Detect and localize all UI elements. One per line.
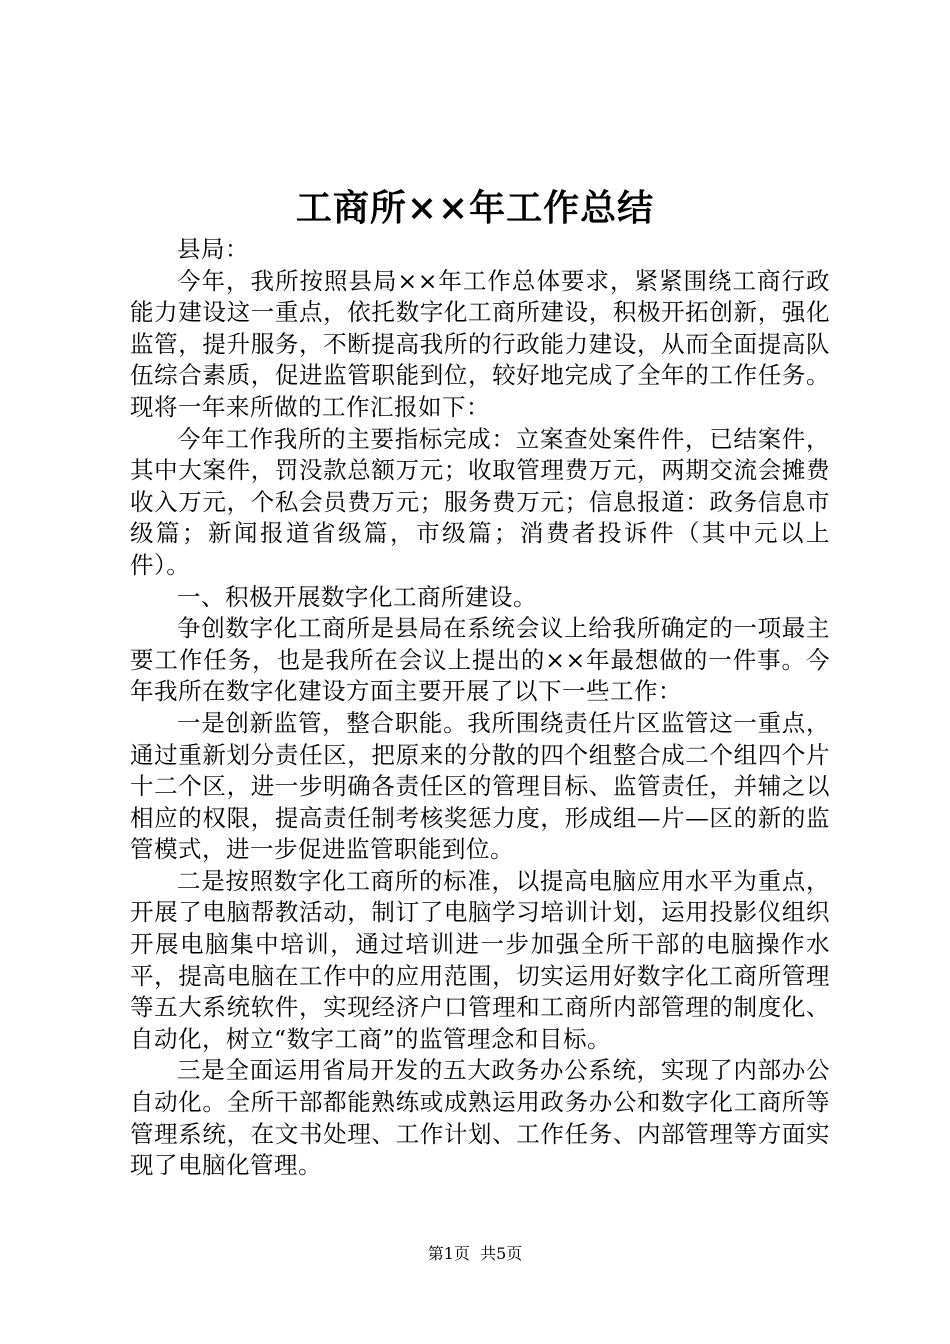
document-title: 工商所××年工作总结: [295, 187, 655, 229]
page-footer: [0, 1243, 950, 1265]
page-total: 共5页: [480, 1244, 523, 1263]
page-number: 第1页: [427, 1244, 470, 1263]
section-heading-1: 一、积极开展数字化工商所建设。: [177, 582, 537, 611]
document-body: [130, 234, 830, 1182]
salutation: 县局：: [177, 235, 249, 263]
paragraph-indicators: 今年工作我所的主要指标完成：立案查处案件件，已结案件，其中大案件，罚没款总额万元；收取管理费万元，两期交流会摊费收入万元，个私会员费万元；服务费万元；信息报道：政务信息市级篇；新闻报道省级篇，市级篇；消费者投诉件（其中元以上件）。: [130, 424, 830, 579]
paragraph-intro: 今年，我所按照县局××年工作总体要求，紧紧围绕工商行政能力建设这一重点，依托数字化工商所建设，积极开拓创新，强化监管，提升服务，不断提高我所的行政能力建设，从而全面提高队伍综合素质，促进监管职能到位，较好地完成了全年的工作任务。现将一年来所做的工作汇报如下：: [130, 266, 830, 421]
paragraph-section-1-intro: 争创数字化工商所是县局在系统会议上给我所确定的一项最主要工作任务，也是我所在会议上提出的××年最想做的一件事。今年我所在数字化建设方面主要开展了以下一些工作：: [130, 614, 830, 706]
paragraph-item-1: 一是创新监管，整合职能。我所围绕责任片区监管这一重点，通过重新划分责任区，把原来的分散的四个组整合成二个组四个片十二个区，进一步明确各责任区的管理目标、监管责任，并辅之以相应的权限，提高责任制考核奖惩力度，形成组—片—区的新的监管模式，进一步促进监管职能到位。: [130, 708, 830, 864]
paragraph-item-3: 三是全面运用省局开发的五大政务办公系统，实现了内部办公自动化。全所干部都能熟练或成熟运用政务办公和数字化工商所等管理系统，在文书处理、工作计划、工作任务、内部管理等方面实现了电脑化管理。: [130, 1056, 830, 1180]
paragraph-item-2: 二是按照数字化工商所的标准，以提高电脑应用水平为重点，开展了电脑帮教活动，制订了电脑学习培训计划，运用投影仪组织开展电脑集中培训，通过培训进一步加强全所干部的电脑操作水平，提高电脑在工作中的应用范围，切实运用好数字化工商所管理等五大系统软件，实现经济户口管理和工商所内部管理的制度化、自动化，树立“数字工商”的监管理念和目标。: [130, 866, 830, 1053]
